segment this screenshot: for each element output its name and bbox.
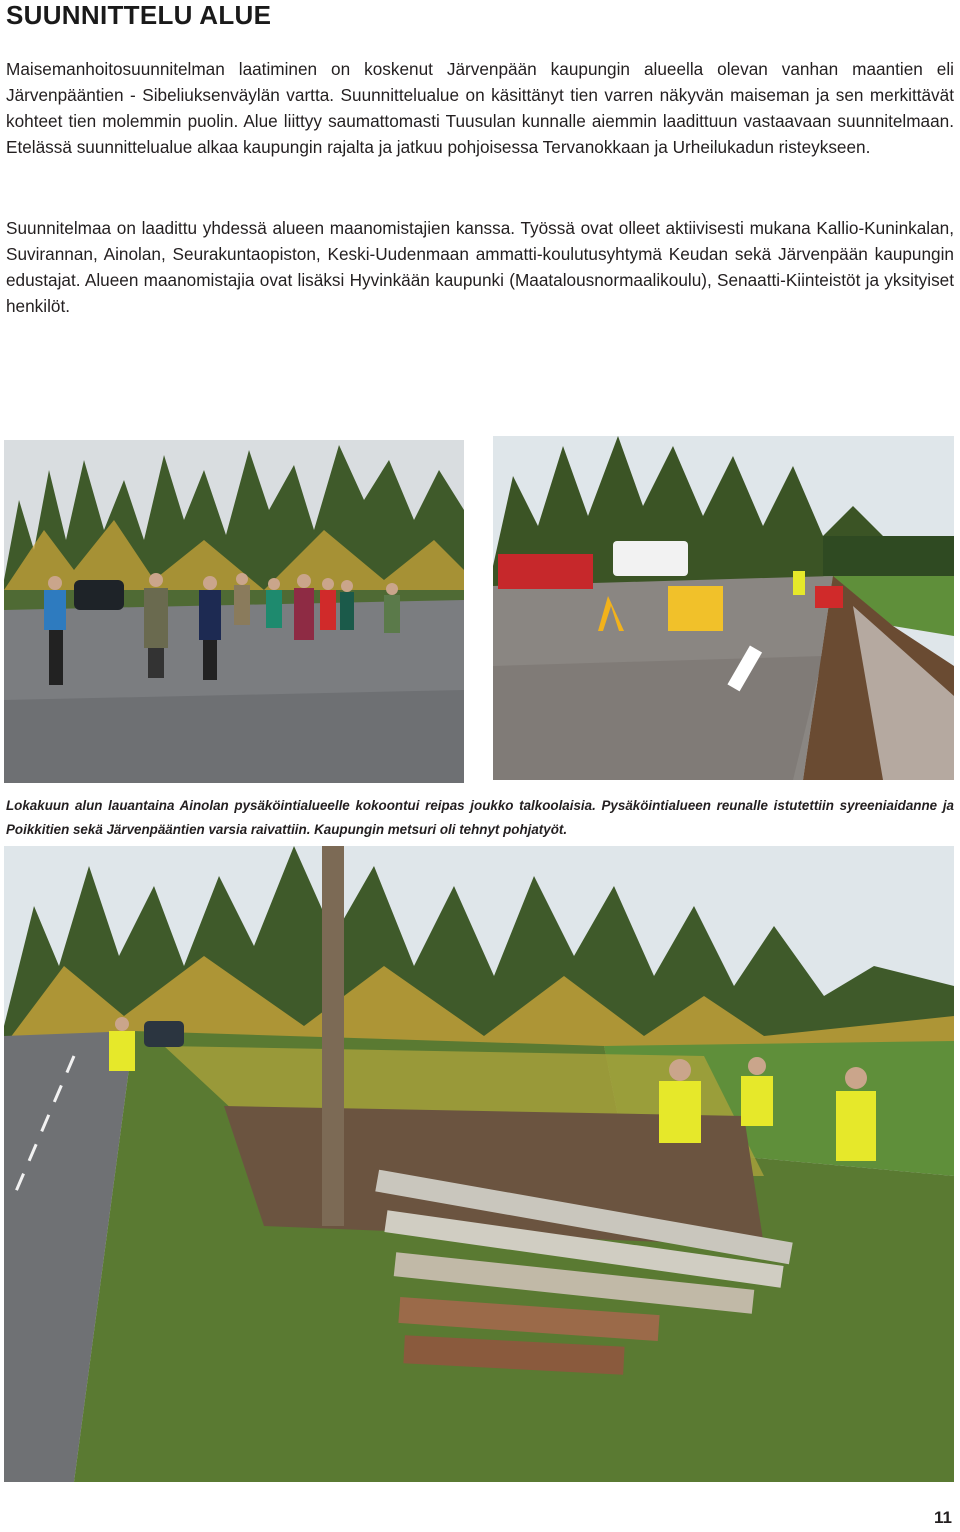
photo-roadside-clearing bbox=[4, 846, 954, 1482]
landowners-paragraph: Suunnitelmaa on laadittu yhdessä alueen maanomistajien kanssa. Työssä ovat olleet aktiivisesti mukana Kallio-Kuninkalan, Suvirannan, Ainolan, Seurakuntaopiston, Keski-Uudenmaan ammatti-koulutusyhtymä Keudan sekä Järvenpään kaupungin edustajat. Alueen maanomistajia ovat lisäksi Hyvinkään kaupunki (Maatalousnormaalikoulu), Senaatti-Kiinteistöt ja yksityiset henkilöt. bbox=[6, 218, 954, 316]
intro-paragraph: Maisemanhoitosuunnitelman laatiminen on koskenut Järvenpään kaupungin alueella olevan vanhan maantien eli Järvenpääntien - Sibeliuksenväylän vartta. Suunnittelualue on käsittänyt tien varren näkyvän maiseman ja sen merkittävät kohteet tien molemmin puolin. Alue liittyy saumattomasti Tuusulan kunnalle aiemmin laadittuun vastaavaan suunnitelmaan. Etelässä suunnittelualue alkaa kaupungin rajalta ja jatkuu pohjoisessa Tervanokkaan ja Urheilukadun risteykseen. bbox=[6, 59, 954, 157]
photo-volunteers-parking-lot bbox=[4, 440, 464, 783]
page-heading: SUUNNITTELU ALUE bbox=[6, 0, 272, 30]
page-number: 11 bbox=[934, 1508, 952, 1527]
photo-caption: Lokakuun alun lauantaina Ainolan pysäköintialueelle kokoontui reipas joukko talkoolaisia. Pysäköintialueen reunalle istutettiin syreeniaidanne ja Poikkitien sekä Järvenpääntien varsia raivattiin. Kaupungin metsuri oli tehnyt pohjatyöt. bbox=[6, 798, 954, 837]
photo-planting-lilac-hedge bbox=[493, 436, 954, 780]
